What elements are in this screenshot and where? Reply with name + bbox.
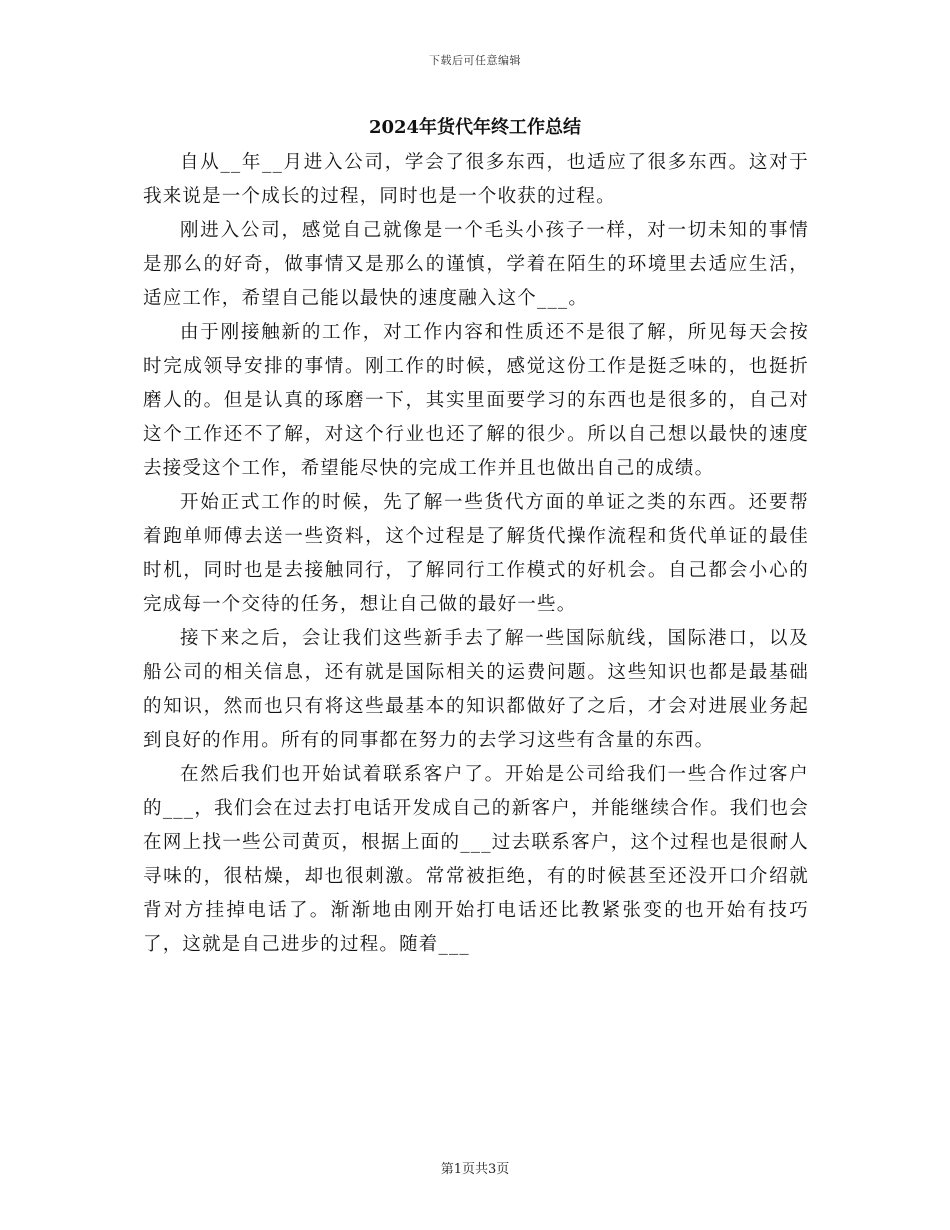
paragraph-4: 开始正式工作的时候，先了解一些货代方面的单证之类的东西。还要帮着跑单师傅去送一些资料，这个过程是了解货代操作流程和货代单证的最佳时机，同时也是去接触同行，了解同行工作模式的好机会。自己都会小心的完成每一个交待的任务，想让自己做的最好一些。 <box>143 492 809 615</box>
paragraph-3: 由于刚接触新的工作，对工作内容和性质还不是很了解，所见每天会按时完成领导安排的事情。刚工作的时候，感觉这份工作是挺乏味的，也挺折磨人的。但是认真的琢磨一下，其实里面要学习的东西也是很多的，自己对这个工作还不了解，对这个行业也还了解的很少。所以自己想以最快的速度去接受这个工作，希望能尽快的完成工作并且也做出自己的成绩。 <box>143 322 809 479</box>
paragraph-5: 接下来之后，会让我们这些新手去了解一些国际航线，国际港口，以及船公司的相关信息，还有就是国际相关的运费问题。这些知识也都是最基础的知识，然而也只有将这些最基本的知识都做好了之后，才会对进展业务起到良好的作用。所有的同事都在努力的去学习这些有含量的东西。 <box>143 628 809 751</box>
document-title: 2024年货代年终工作总结 <box>368 117 582 138</box>
page-header-note: 下载后可任意编辑 <box>429 54 521 67</box>
paragraph-2: 刚进入公司，感觉自己就像是一个毛头小孩子一样，对一切未知的事情是那么的好奇，做事情又是那么的谨慎，学着在陌生的环境里去适应生活，适应工作，希望自己能以最快的速度融入这个___。 <box>143 220 809 309</box>
document-body <box>143 146 809 962</box>
paragraph-6: 在然后我们也开始试着联系客户了。开始是公司给我们一些合作过客户的___，我们会在过去打电话开发成自己的新客户，并能继续合作。我们也会在网上找一些公司黄页，根据上面的___过去联系客户，这个过程也是很耐人寻味的，很枯燥，却也很刺激。常常被拒绝，有的时候甚至还没开口介绍就背对方挂掉电话了。渐渐地由刚开始打电话还比教紧张变的也开始有技巧了，这就是自己进步的过程。随着___ <box>143 764 809 955</box>
paragraph-1: 自从__年__月进入公司，学会了很多东西，也适应了很多东西。这对于我来说是一个成长的过程，同时也是一个收获的过程。 <box>143 152 809 207</box>
page-number: 第1页共3页 <box>440 1162 510 1177</box>
